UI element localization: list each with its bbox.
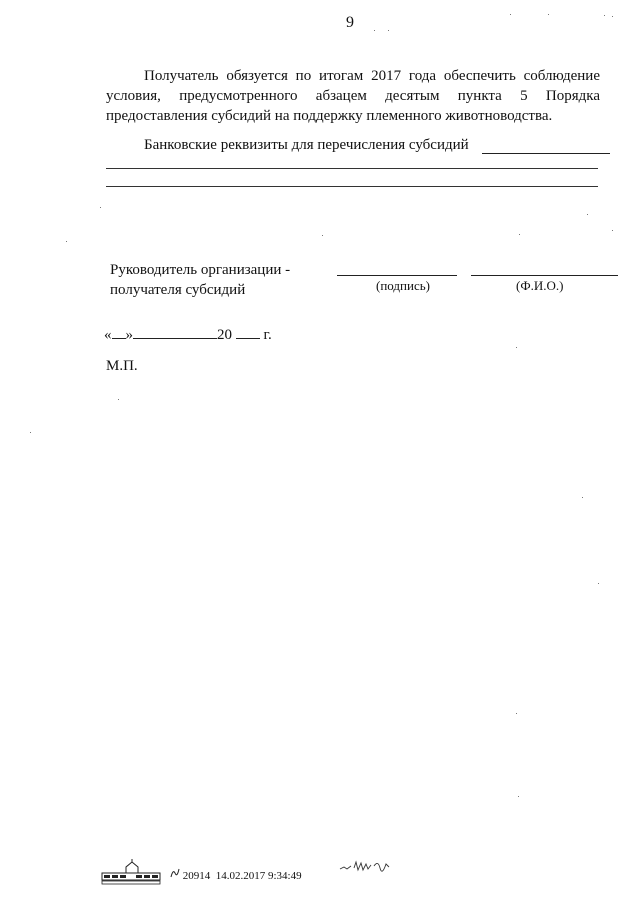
year-prefix: 20 bbox=[217, 327, 232, 343]
paragraph-line: предоставления субсидий на поддержку племенного животноводства. bbox=[106, 108, 553, 124]
obligation-paragraph bbox=[106, 66, 600, 126]
stamp-place: М.П. bbox=[106, 358, 138, 374]
year-suffix: г. bbox=[263, 327, 272, 343]
date-open-quote: « bbox=[104, 327, 112, 343]
document-number: 20914 bbox=[182, 870, 211, 882]
bank-details-line bbox=[106, 186, 598, 187]
bank-details-blank bbox=[482, 153, 610, 154]
head-of-organization-label: Руководитель организации - bbox=[110, 262, 291, 278]
date-close-quote: » bbox=[125, 327, 133, 343]
paragraph-line: условия, предусмотренного абзацем десятым пункта 5 Порядка bbox=[106, 88, 600, 104]
recipient-label: получателя субсидий bbox=[110, 282, 246, 298]
bank-details-line bbox=[106, 168, 598, 169]
signature-scribble-icon bbox=[338, 856, 392, 881]
signature-caption: (подпись) bbox=[376, 278, 430, 293]
paragraph-line: Получатель обязуется по итогам 2017 года обеспечить соблюдение bbox=[144, 68, 600, 84]
date-line bbox=[104, 324, 272, 344]
page-number: 9 bbox=[346, 14, 354, 31]
month-blank bbox=[133, 324, 217, 339]
document-number-icon bbox=[170, 870, 183, 882]
signature-line bbox=[337, 275, 457, 276]
document-footer bbox=[170, 867, 302, 882]
document-datetime: 14.02.2017 9:34:49 bbox=[215, 870, 302, 882]
full-name-caption: (Ф.И.О.) bbox=[516, 278, 564, 293]
day-blank bbox=[112, 324, 126, 339]
registry-logo-icon bbox=[100, 858, 164, 891]
bank-details-label: Банковские реквизиты для перечисления субсидий bbox=[144, 137, 469, 153]
full-name-line bbox=[471, 275, 618, 276]
year-blank bbox=[236, 324, 260, 339]
